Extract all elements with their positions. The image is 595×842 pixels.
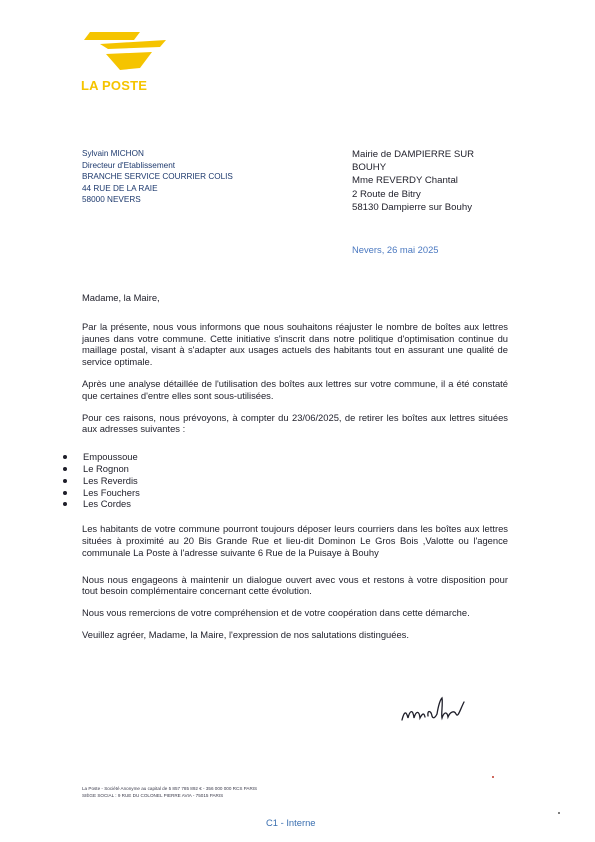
footer-line: SIÈGE SOCIAL : 9 RUE DU COLONEL PIERRE AVIA - 75015 PARIS (82, 793, 224, 798)
speck-mark (492, 776, 494, 778)
list-item: Les Reverdis (82, 475, 508, 487)
la-poste-logo (80, 30, 170, 76)
recipient-line: 2 Route de Bitry (352, 188, 421, 200)
list-item: Empoussoue (82, 451, 508, 463)
paragraph: Les habitants de votre commune pourront toujours déposer leurs courriers dans les boîtes aux lettres situées à proximité au 20 Bis Grande Rue et lieu-dit Dominon Le Gros Bois ,Valotte ou l'agence communale La Poste à l'adresse suivante 6 Rue de la Puisaye à Bouhy (82, 523, 508, 558)
list-item: Les Fouchers (82, 487, 508, 499)
list-item: Le Rognon (82, 463, 508, 475)
sender-line: Sylvain MICHON (82, 149, 144, 158)
sender-line: 58000 NEVERS (82, 195, 141, 205)
letter-body (82, 292, 508, 651)
legal-footer (82, 785, 257, 799)
paragraph: Nous nous engageons à maintenir un dialogue ouvert avec vous et restons à votre disposition pour tout besoin complémentaire concernant cette évolution. (82, 573, 508, 597)
letter-date: Nevers, 26 mai 2025 (352, 244, 439, 255)
sender-line: Directeur d'Etablissement (82, 160, 176, 170)
recipient-line: Mairie de DAMPIERRE SUR (352, 149, 475, 160)
recipient-line: BOUHY (352, 162, 387, 174)
recipient-line: Mme REVERDY Chantal (352, 175, 458, 187)
recipient-address (352, 148, 474, 214)
sender-line: BRANCHE SERVICE COURRIER COLIS (82, 172, 233, 182)
address-list (82, 451, 508, 510)
paragraph: Par la présente, nous vous informons que nous souhaitons réajuster le nombre de boîtes aux lettres jaunes dans votre commune. Cette initiative s'inscrit dans notre politique d'optimisation continue du maillage postal, visant à s'adapter aux usages actuels des habitants tout en assurant une qualité de service optimale. (82, 320, 508, 368)
list-item: Les Cordes (82, 498, 508, 510)
handwritten-signature (398, 690, 468, 730)
salutation: Madame, la Maire, (82, 292, 160, 303)
paragraph: Nous vous remercions de votre compréhension et de votre coopération dans cette démarche. (82, 607, 470, 619)
sender-line: 44 RUE DE LA RAIE (82, 183, 158, 193)
classification-label: C1 - Interne (266, 817, 316, 828)
footer-line: La Poste - Société Anonyme au capital de 5 857 785 892 € - 356 000 000 RCS PARIS (82, 786, 258, 791)
brand-name: LA POSTE (81, 78, 148, 93)
la-poste-bird-icon (80, 30, 170, 76)
paragraph: Pour ces raisons, nous prévoyons, à compter du 23/06/2025, de retirer les boîtes aux lettres situées aux adresses suivantes : (82, 411, 508, 435)
recipient-line: 58130 Dampierre sur Bouhy (352, 201, 472, 213)
paragraph: Après une analyse détaillée de l'utilisation des boîtes aux lettres sur votre commune, il a été constaté que certaines d'entre elles sont sous-utilisées. (82, 377, 508, 401)
speck-mark (558, 812, 560, 814)
sender-address (82, 148, 233, 206)
closing: Veuillez agréer, Madame, la Maire, l'expression de nos salutations distinguées. (82, 628, 409, 640)
